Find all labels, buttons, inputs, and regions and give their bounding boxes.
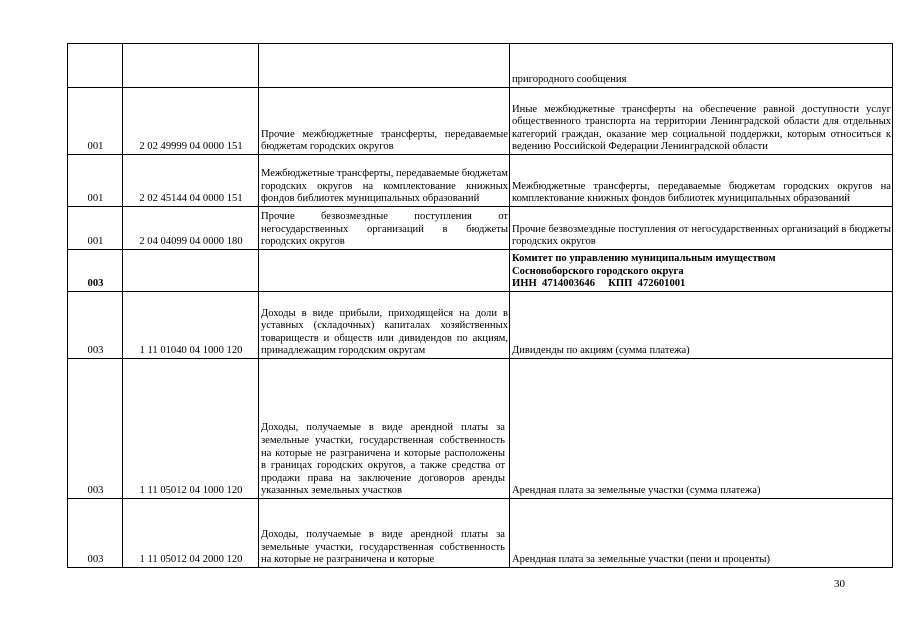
- income-description-cell: Дивиденды по акциям (сумма платежа): [510, 292, 893, 359]
- table-row: [68, 359, 893, 499]
- budget-code-cell: 1 11 05012 04 2000 120: [123, 499, 259, 568]
- revenue-codes-table: [67, 43, 893, 568]
- income-description-cell: Прочие безвозмездные поступления от негосударственных организаций в бюджеты городских округов: [510, 207, 893, 250]
- committee-inn-kpp: ИНН 4714003646 КПП 472601001: [512, 278, 686, 290]
- income-name-cell: Доходы, получаемые в виде арендной платы за земельные участки, государственная собственность на которые не разграничена и которые: [259, 499, 510, 568]
- table-row: [68, 155, 893, 207]
- admin-code-cell: 001: [68, 155, 123, 207]
- budget-code-cell: 2 04 04099 04 0000 180: [123, 207, 259, 250]
- income-name-cell: Межбюджетные трансферты, передаваемые бюджетам городских округов на комплектование книжных фондов библиотек муниципальных образований: [259, 155, 510, 207]
- income-name-cell: [259, 44, 510, 88]
- income-description-cell: Иные межбюджетные трансферты на обеспечение равной доступности услуг общественного транспорта на территории Ленинградской области для отдельных категорий граждан, оказание мер социальной поддержки, которым относиться к ведению Российской Федерации Ленинградской области: [510, 88, 893, 155]
- budget-code-cell: 1 11 05012 04 1000 120: [123, 359, 259, 499]
- income-name-cell: Доходы в виде прибыли, приходящейся на доли в уставных (складочных) капиталах хозяйственных товариществ и обществ или дивидендов по акциям, принадлежащим городским округам: [259, 292, 510, 359]
- page-number: 30: [834, 578, 845, 590]
- budget-code-cell: 2 02 49999 04 0000 151: [123, 88, 259, 155]
- committee-header-cell: [510, 250, 893, 292]
- admin-code-cell: 003: [68, 359, 123, 499]
- admin-code-cell: 001: [68, 207, 123, 250]
- table-row: [68, 250, 893, 292]
- budget-code-cell: 1 11 01040 04 1000 120: [123, 292, 259, 359]
- admin-code-cell: 003: [68, 292, 123, 359]
- income-name-cell: [259, 250, 510, 292]
- budget-code-cell: [123, 44, 259, 88]
- committee-name-line-2: Сосновоборского городского округа: [512, 265, 684, 277]
- admin-code-cell: 003: [68, 250, 123, 292]
- table-row: [68, 88, 893, 155]
- income-description-cell: Арендная плата за земельные участки (сумма платежа): [510, 359, 893, 499]
- income-name-cell: Прочие межбюджетные трансферты, передаваемые бюджетам городских округов: [259, 88, 510, 155]
- income-description-cell: Арендная плата за земельные участки (пени и проценты): [510, 499, 893, 568]
- income-description-cell: пригородного сообщения: [510, 44, 893, 88]
- income-name-cell: Прочие безвозмездные поступления от негосударственных организаций в бюджеты городских округов: [259, 207, 510, 250]
- budget-code-cell: [123, 250, 259, 292]
- admin-code-cell: 003: [68, 499, 123, 568]
- committee-name-line-1: Комитет по управлению муниципальным имуществом: [512, 253, 776, 265]
- table-row: [68, 207, 893, 250]
- admin-code-cell: [68, 44, 123, 88]
- admin-code-cell: 001: [68, 88, 123, 155]
- income-name-cell: Доходы, получаемые в виде арендной платы за земельные участки, государственная собственность на которые не разграничена и которые расположены в границах городских округов, а также средства от продажи права на заключение договоров аренды указанных земельных участков: [259, 359, 510, 499]
- income-description-cell: Межбюджетные трансферты, передаваемые бюджетам городских округов на комплектование книжных фондов библиотек муниципальных образований: [510, 155, 893, 207]
- budget-code-cell: 2 02 45144 04 0000 151: [123, 155, 259, 207]
- table-row: [68, 499, 893, 568]
- table-row: [68, 292, 893, 359]
- table-row: [68, 44, 893, 88]
